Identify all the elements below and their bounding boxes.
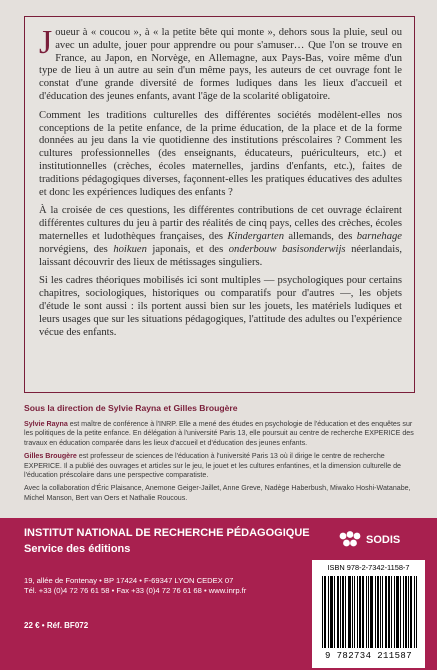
questions-paragraph: Comment les traditions culturelles des différentes sociétés modèlent-elles nos conceptions de la petite enfance, de la prime éducation, de la place et de la forme données au jeu dans la vie quotidienne des institutions préscolaires ? Comment les cultures professionnelles (des enseignants, éducateurs, puériculteurs, etc.) et institutionnelles (crèches, écoles maternelles, jardins d'enfants, etc.), faites de traditions pédagogiques diverses, façonnent-elles les pratiques éducatives des adultes et donc les expériences ludiques des enfants ? bbox=[39, 109, 402, 198]
bio-brougere bbox=[24, 452, 416, 480]
countries-paragraph bbox=[39, 205, 402, 269]
countries-text-d: japonais, et des bbox=[146, 243, 229, 255]
countries-text-e: néerlandais, laissant découvrir des lieux de métissages singuliers. bbox=[39, 243, 402, 268]
bio-rayna bbox=[24, 420, 416, 448]
editors-line: Sous la direction de Sylvie Rayna et Gilles Brougère bbox=[24, 403, 238, 413]
intro-paragraph bbox=[39, 24, 402, 104]
dropcap: J bbox=[39, 24, 53, 61]
bio-text: est maître de conférence à l'INRP. Elle a mené des études en psychologie de l'éducation et des enquêtes sur les politiques de la petite enfance. En délégation à l'université Paris 13, elle poursuit au centre de recherche EXPERICE des travaux en éducation comparée dans les lieux d'accueil et d'éducation des jeunes enfants. bbox=[24, 420, 414, 447]
intro-text: oueur à « coucou », à « la petite bête qui monte », dehors sous la pluie, seul ou avec un adulte, jouer pour apprendre ou pour s'amuser… Que l'on se trouve en France, au Japon, en Norvège, en Allemagne, aux Pays-Bas, voire même d'un type de lieu à un autre au sein d'un même pays, les auteurs de cet ouvrage font le constat d'une grande diversité de formes ludiques dans les lieux d'accueil et d'éducation des jeunes enfants, avant l'âge de la scolarité obligatoire. bbox=[39, 27, 402, 102]
countries-text-b: allemands, des bbox=[284, 230, 357, 242]
publisher-service: Service des éditions bbox=[24, 543, 131, 555]
publisher-address bbox=[24, 576, 246, 596]
countries-text-c: norvégiens, des bbox=[39, 243, 114, 255]
publisher-name: INSTITUT NATIONAL DE RECHERCHE PÉDAGOGIQUE bbox=[24, 527, 310, 539]
publisher-footer bbox=[0, 518, 437, 670]
author-bios bbox=[24, 420, 416, 507]
barcode-panel bbox=[312, 560, 425, 668]
collaborators: Avec la collaboration d'Éric Plaisance, Anemone Geiger-Jaillet, Anne Greve, Nadège Haberbush, Miwako Hoshi-Watanabe, Michel Manson, Bert van Oers et Nathalie Roucous. bbox=[24, 484, 411, 502]
bio-text: est professeur de sciences de l'éducation à l'université Paris 13 où il dirige le centre de recherche EXPERICE. Il a publié des ouvrages et articles sur le jeu, le jouet et les cultures enfantines, et la dimension culturelle de l'éducation préscolaire dans une perspective comparatiste. bbox=[24, 452, 401, 480]
barcode-digits: 9 782734 211587 bbox=[324, 651, 412, 661]
barcode bbox=[322, 576, 417, 648]
distributor-name: SODIS bbox=[366, 534, 401, 546]
author-name: Gilles Brougère bbox=[24, 452, 77, 461]
frameworks-paragraph: Si les cadres théoriques mobilisés ici sont multiples — psychologiques pour certains chapitres, sociologiques, historiques ou comparatifs pour d'autres —, les objets d'étude le sont aussi : ils portent aussi bien sur les jouets, les matériels ludiques et leurs usages que sur les situations pédagogiques, l'attitude des adultes ou l'expérience vécue des enfants. bbox=[39, 275, 402, 338]
term-onderbouw: onderbouw basisonderwijs bbox=[228, 243, 346, 255]
contact-line: Tél. +33 (0)4 72 76 61 58 • Fax +33 (0)4 72 76 61 68 • www.inrp.fr bbox=[24, 586, 247, 596]
isbn: ISBN 978-2-7342-1158-7 bbox=[327, 563, 410, 572]
countries-text-a: À la croisée de ces questions, les différentes contributions de cet ouvrage éclairent différentes cultures du jeu à partir des réalités de cinq pays, celles des crèches, écoles maternelles et ludothèques françaises, des bbox=[39, 205, 402, 242]
term-kindergarten: Kindergarten bbox=[227, 230, 285, 242]
term-hoikuen: hoikuen bbox=[113, 243, 147, 255]
summary-frame bbox=[24, 16, 415, 393]
sodis-logo-icon bbox=[336, 530, 364, 550]
price-reference: 22 € • Réf. BF072 bbox=[24, 621, 89, 630]
author-name: Sylvie Rayna bbox=[24, 420, 68, 428]
term-barnehage: barnehage bbox=[356, 230, 402, 242]
address-line: 19, allée de Fontenay • BP 17424 • F-69347 LYON CEDEX 07 bbox=[24, 576, 234, 585]
